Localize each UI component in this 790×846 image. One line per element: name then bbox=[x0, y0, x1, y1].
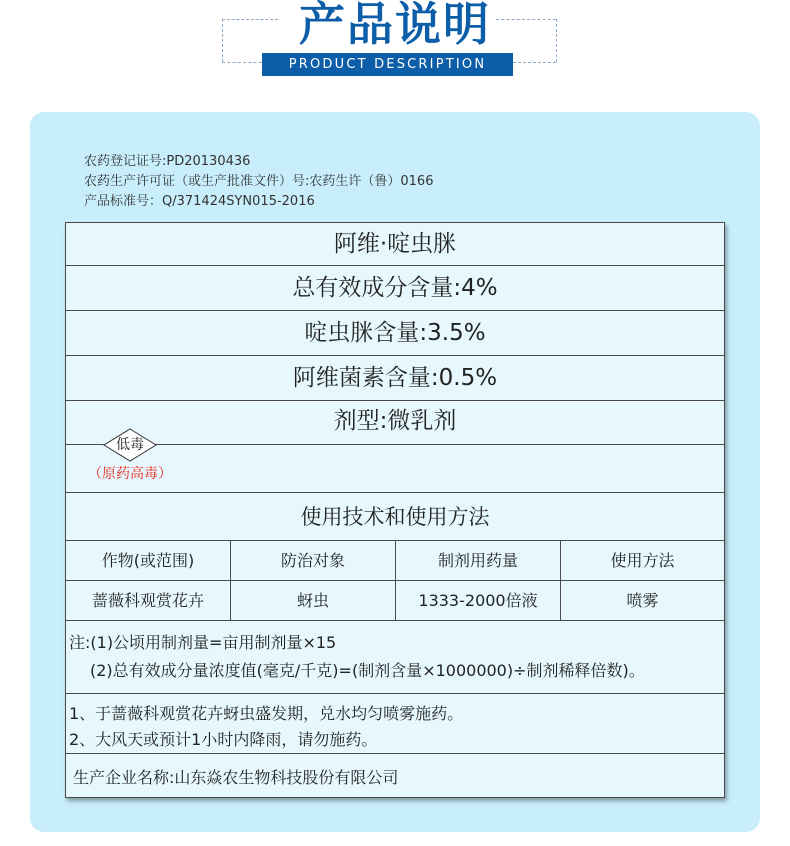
instruction-line-1: 1、于蔷薇科观赏花卉蚜虫盛发期，兑水均匀喷雾施药。 bbox=[69, 704, 464, 723]
toxicity-note: （原药高毒） bbox=[88, 466, 172, 482]
toxicity-label: 低毒 bbox=[116, 437, 144, 453]
header-divider-left-vertical bbox=[222, 19, 223, 62]
header-method: 使用方法 bbox=[610, 551, 675, 570]
header-dosage: 制剂用药量 bbox=[396, 541, 561, 580]
page-title: 产品说明 bbox=[299, 0, 491, 51]
header-divider-left-bottom bbox=[222, 62, 262, 63]
registration-number: 农药登记证号:PD20130436 bbox=[84, 154, 251, 169]
production-license: 农药生产许可证（或生产批准文件）号:农药生许（鲁）0166 bbox=[84, 174, 434, 189]
total-content: 总有效成分含量:4% bbox=[66, 266, 724, 311]
usage-header-row bbox=[66, 541, 724, 581]
header-divider-right-bottom bbox=[513, 62, 556, 63]
notes-section bbox=[66, 621, 724, 694]
product-standard: 产品标准号：Q/371424SYN015-2016 bbox=[84, 194, 315, 209]
instructions-section bbox=[66, 694, 724, 754]
product-name: 阿维·啶虫脒 bbox=[66, 223, 724, 266]
product-table bbox=[65, 222, 725, 798]
table-row bbox=[66, 581, 724, 621]
cell-dosage: 1333-2000倍液 bbox=[396, 581, 561, 620]
header-divider-right-vertical bbox=[556, 19, 557, 62]
page-subtitle: PRODUCT DESCRIPTION bbox=[262, 53, 513, 76]
usage-title: 使用技术和使用方法 bbox=[66, 493, 724, 541]
header-crop: 作物(或范围) bbox=[66, 541, 231, 580]
cell-target: 蚜虫 bbox=[231, 581, 396, 620]
instruction-line-2: 2、大风天或预计1小时内降雨，请勿施药。 bbox=[69, 730, 378, 749]
header-divider-right bbox=[496, 19, 556, 20]
note-line-2: (2)总有效成分量浓度值(毫克/千克)=(制剂含量×1000000)÷制剂稀释倍数)。 bbox=[90, 661, 645, 680]
cell-method: 喷雾 bbox=[626, 591, 659, 610]
note-line-1: 注:(1)公顷用制剂量=亩用制剂量×15 bbox=[69, 633, 337, 652]
manufacturer-name: 生产企业名称:山东焱农生物科技股份有限公司 bbox=[73, 768, 399, 787]
manufacturer-section bbox=[66, 754, 724, 797]
acetamiprid-content: 啶虫脒含量:3.5% bbox=[66, 311, 724, 356]
header-divider-left bbox=[222, 19, 278, 20]
header-target: 防治对象 bbox=[231, 541, 396, 580]
formulation: 剂型:微乳剂 bbox=[66, 401, 724, 445]
abamectin-content: 阿维菌素含量:0.5% bbox=[66, 356, 724, 401]
cell-crop: 蔷薇科观赏花卉 bbox=[66, 581, 231, 620]
